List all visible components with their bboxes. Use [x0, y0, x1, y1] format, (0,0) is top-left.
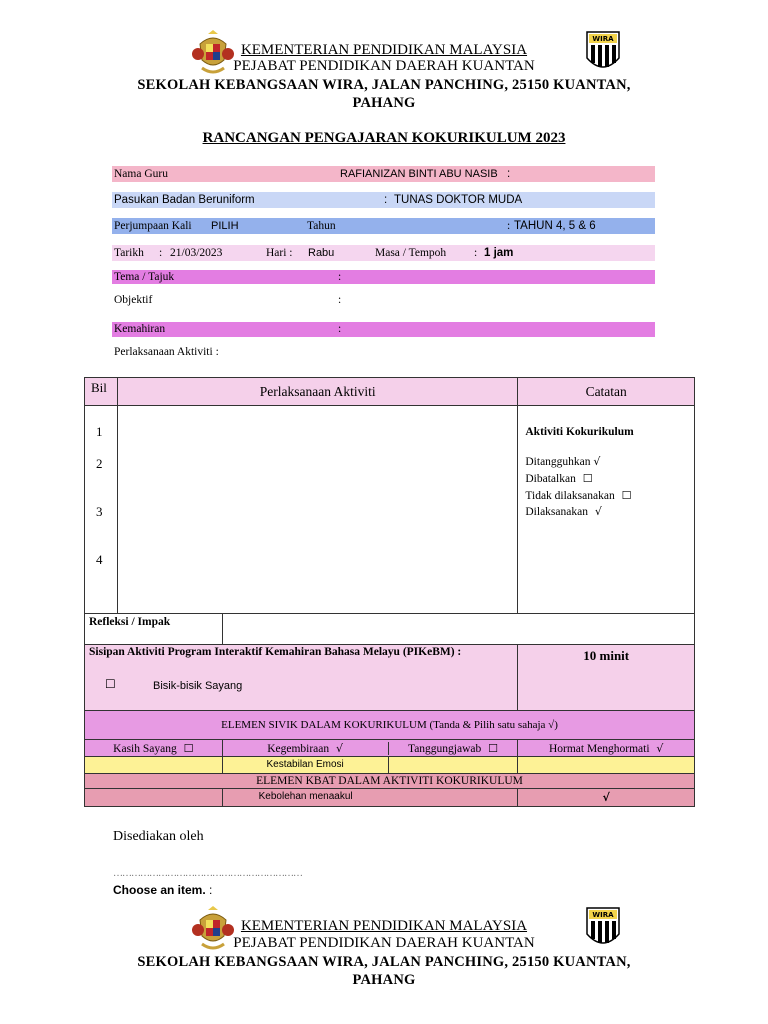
kbat-heading: ELEMEN KBAT DALAM AKTIVITI KOKURIKULUM: [85, 774, 695, 789]
kestabilan-empty: [389, 757, 518, 773]
sivik-hormat-label: Hormat Menghormati: [548, 742, 650, 755]
masa-colon: :: [474, 247, 478, 259]
sivik-kasih-sayang-label: Kasih Sayang: [113, 742, 177, 755]
header-district-office: PEJABAT PENDIDIKAN DAERAH KUANTAN: [233, 58, 535, 74]
kestabilan-left-cell: [85, 757, 223, 774]
catatan-cell: [518, 406, 695, 614]
header-ministry: KEMENTERIAN PENDIDIKAN MALAYSIA: [240, 42, 528, 58]
refleksi-value[interactable]: [222, 614, 694, 645]
page-title: RANCANGAN PENGAJARAN KOKURIKULUM 2023: [202, 130, 566, 146]
nama-guru-value[interactable]: RAFIANIZAN BINTI ABU NASIB: [340, 168, 498, 180]
catatan-ditangguhkan-label: Ditangguhkan: [525, 456, 591, 468]
tarikh-label: Tarikh: [114, 247, 144, 259]
pasukan-value[interactable]: TUNAS DOKTOR MUDA: [394, 194, 523, 206]
nama-guru-label: Nama Guru: [114, 168, 168, 180]
header-district-office-repeat: PEJABAT PENDIDIKAN DAERAH KUANTAN: [233, 935, 535, 951]
disediakan-label: Disediakan oleh: [113, 829, 204, 844]
signature-dots: ………………………………………………………: [113, 868, 302, 879]
header-ministry-repeat: KEMENTERIAN PENDIDIKAN MALAYSIA: [240, 918, 528, 934]
catatan-ditangguhkan-mark[interactable]: √: [593, 455, 601, 468]
row-pasukan: [112, 192, 655, 208]
header-state-repeat: PAHANG: [352, 972, 416, 988]
kemahiran-label: Kemahiran: [114, 323, 166, 335]
masa-value[interactable]: 1 jam: [484, 247, 514, 259]
catatan-tidak-dilaksanakan-mark[interactable]: ☐: [621, 489, 632, 502]
row-nama-guru: [112, 166, 655, 182]
catatan-ditangguhkan[interactable]: [525, 455, 600, 468]
col-perlaksanaan-header: Perlaksanaan Aktiviti: [117, 378, 517, 406]
catatan-dilaksanakan-label: Dilaksanakan: [525, 506, 588, 518]
header-school-address-repeat: SEKOLAH KEBANGSAAN WIRA, JALAN PANCHING, 25150 KUANTAN,: [137, 954, 631, 970]
sivik-kegembiraan-mark[interactable]: √: [336, 741, 344, 755]
perjumpaan-label: Perjumpaan Kali: [114, 220, 192, 232]
sisipan-item: Bisik-bisik Sayang: [153, 680, 243, 692]
sisipan-cell: [85, 645, 518, 711]
tahun-colon: :: [507, 220, 511, 232]
row-perjumpaan: [112, 218, 655, 234]
choose-item-colon: :: [209, 883, 213, 897]
sivik-hormat-mark[interactable]: √: [656, 741, 664, 755]
bil-1: 1: [96, 424, 103, 439]
col-catatan-header: Catatan: [518, 378, 695, 406]
perlaksanaan-label: Perlaksanaan Aktiviti :: [114, 346, 219, 358]
catatan-tidak-dilaksanakan-label: Tidak dilaksanakan: [525, 490, 615, 502]
catatan-dibatalkan[interactable]: [525, 472, 592, 485]
pasukan-colon: :: [384, 194, 388, 206]
col-bil-header: Bil: [85, 378, 118, 406]
kestabilan-middle-cell: [222, 757, 518, 774]
catatan-dilaksanakan[interactable]: [525, 505, 601, 518]
tema-label: Tema / Tajuk: [114, 271, 175, 283]
sivik-tanggungjawab-mark[interactable]: ☐: [488, 741, 499, 755]
sisipan-checkbox[interactable]: ☐: [105, 677, 116, 691]
kemahiran-colon: :: [338, 323, 342, 335]
kbat-mark[interactable]: [518, 789, 695, 807]
catatan-dibatalkan-label: Dibatalkan: [525, 473, 576, 485]
masa-label: Masa / Tempoh: [375, 247, 447, 259]
sivik-heading: ELEMEN SIVIK DALAM KOKURIKULUM (Tanda & Pilih satu sahaja √): [85, 711, 695, 740]
sisipan-label: Sisipan Aktiviti Program Interaktif Kemahiran Bahasa Melayu (PIKeBM) :: [89, 646, 462, 658]
kbat-left-cell: [85, 789, 223, 807]
sivik-kegembiraan-label: Kegembiraan: [267, 742, 330, 755]
tema-colon: :: [338, 271, 342, 283]
catatan-heading: Aktiviti Kokurikulum: [525, 426, 634, 438]
objektif-colon: :: [338, 294, 342, 306]
kbat-item[interactable]: Kebolehan menaakul: [258, 791, 353, 802]
row-tema: [112, 270, 655, 284]
sivik-tanggungjawab-label: Tanggungjawab: [407, 742, 482, 755]
sivik-tanggungjawab[interactable]: [389, 742, 518, 755]
catatan-dilaksanakan-mark[interactable]: √: [594, 505, 602, 518]
choose-item-text[interactable]: Choose an item.: [113, 883, 206, 897]
choose-item-dropdown[interactable]: [113, 883, 212, 897]
pasukan-label: Pasukan Badan Beruniform: [114, 194, 255, 206]
catatan-dibatalkan-mark[interactable]: ☐: [582, 472, 593, 485]
tahun-label: Tahun: [307, 220, 336, 232]
kbat-mark-symbol: √: [602, 791, 610, 804]
school-logo-text: WIRA: [592, 35, 614, 43]
tarikh-colon: :: [159, 247, 163, 259]
refleksi-label: Refleksi / Impak: [85, 614, 223, 645]
perjumpaan-value[interactable]: PILIH: [211, 220, 239, 232]
bil-cell: [85, 406, 118, 614]
kbat-empty: [389, 789, 518, 805]
row-objektif: [112, 292, 655, 308]
sivik-hormat[interactable]: [518, 740, 695, 757]
row-tarikh: [112, 245, 655, 261]
activity-table: [84, 377, 695, 807]
sivik-kasih-sayang-mark[interactable]: ☐: [183, 741, 194, 755]
nama-guru-colon: :: [507, 168, 511, 180]
activity-content-cell[interactable]: [117, 406, 517, 614]
objektif-label: Objektif: [114, 294, 153, 306]
bil-4: 4: [96, 552, 103, 567]
school-logo-text-repeat: WIRA: [592, 911, 614, 919]
sivik-kegembiraan[interactable]: [223, 742, 389, 755]
tahun-value[interactable]: TAHUN 4, 5 & 6: [514, 220, 596, 232]
tarikh-value[interactable]: 21/03/2023: [170, 247, 223, 259]
kbat-middle-cell: [222, 789, 518, 807]
header-school-address: SEKOLAH KEBANGSAAN WIRA, JALAN PANCHING, 25150 KUANTAN,: [137, 77, 631, 93]
row-kemahiran: [112, 322, 655, 337]
sivik-middle-cell: [222, 740, 518, 757]
hari-value[interactable]: Rabu: [308, 247, 335, 259]
row-perlaksanaan-label: [112, 344, 655, 360]
bil-2: 2: [96, 456, 103, 471]
hari-label: Hari :: [266, 247, 293, 259]
kestabilan-right-cell: [518, 757, 695, 774]
sisipan-time: 10 minit: [518, 645, 695, 711]
kestabilan-emosi[interactable]: Kestabilan Emosi: [223, 757, 389, 773]
sivik-kasih-sayang[interactable]: [85, 740, 223, 757]
bil-3: 3: [96, 504, 103, 519]
header-state: PAHANG: [352, 95, 416, 111]
catatan-tidak-dilaksanakan[interactable]: [525, 489, 631, 502]
